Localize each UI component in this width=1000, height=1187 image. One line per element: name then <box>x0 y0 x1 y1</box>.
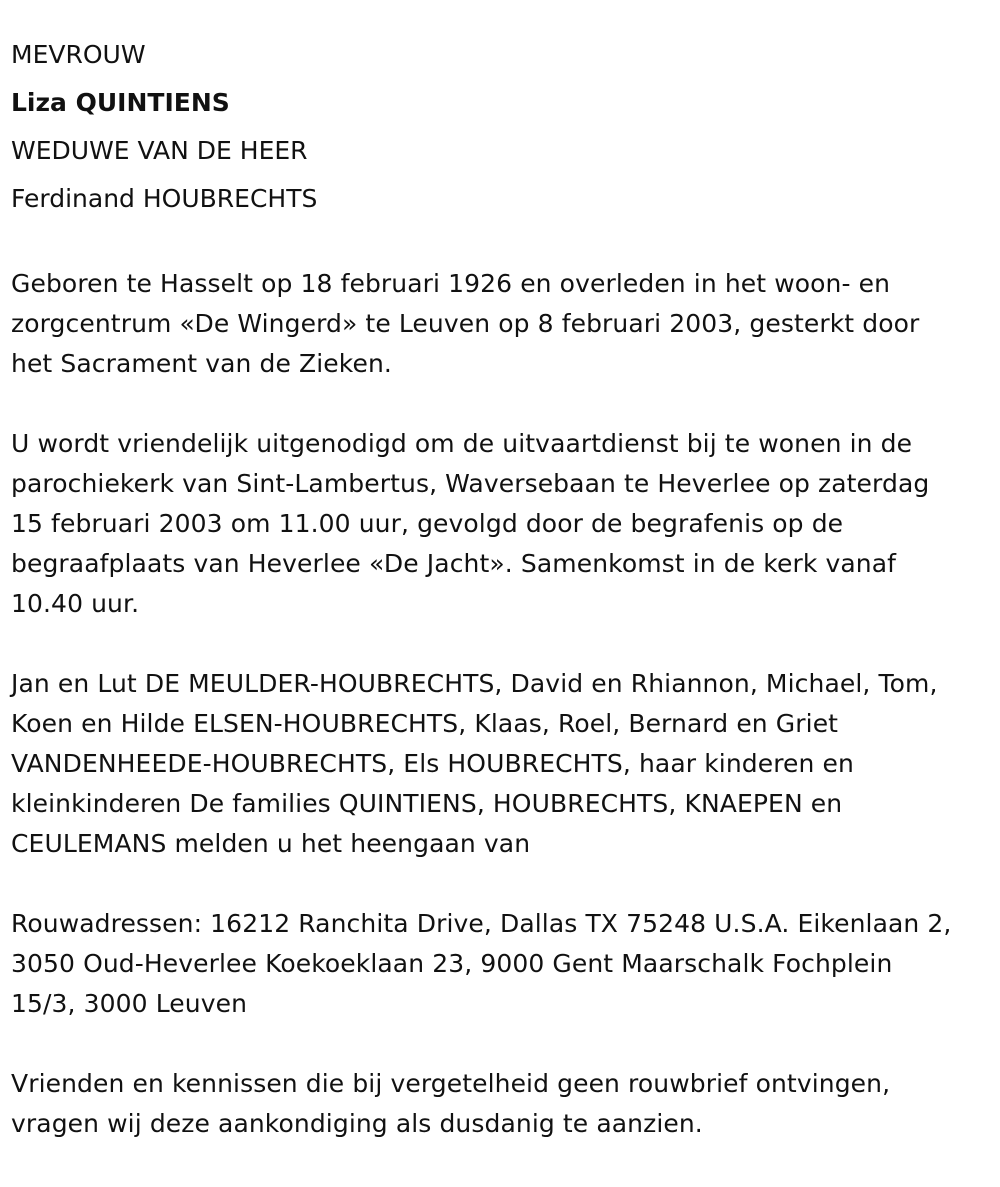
obituary-page <box>0 31 1000 1187</box>
relation-line: WEDUWE VAN DE HEER <box>11 136 308 165</box>
paragraph-line: begraafplaats van Heverlee «De Jacht». Samenkomst in de kerk vanaf <box>11 549 897 578</box>
paragraph-line: kleinkinderen De families QUINTIENS, HOUBRECHTS, KNAEPEN en <box>11 789 843 818</box>
paragraph-line: Rouwadressen: 16212 Ranchita Drive, Dallas TX 75248 U.S.A. Eikenlaan 2, <box>11 909 952 938</box>
paragraph-line: het Sacrament van de Zieken. <box>11 349 392 378</box>
paragraph-line: CEULEMANS melden u het heengaan van <box>11 829 531 858</box>
invitation-paragraph <box>11 424 990 624</box>
closing-paragraph <box>11 1064 990 1144</box>
paragraph-line: Geboren te Hasselt op 18 februari 1926 en overleden in het woon- en <box>11 269 891 298</box>
deceased-name: Liza QUINTIENS <box>11 88 230 117</box>
paragraph-line: U wordt vriendelijk uitgenodigd om de uitvaartdienst bij te wonen in de <box>11 429 913 458</box>
paragraph-line: Jan en Lut DE MEULDER-HOUBRECHTS, David en Rhiannon, Michael, Tom, <box>11 669 938 698</box>
family-paragraph <box>11 664 990 864</box>
paragraph-line: VANDENHEEDE-HOUBRECHTS, Els HOUBRECHTS, haar kinderen en <box>11 749 854 778</box>
paragraph-line: vragen wij deze aankondiging als dusdanig te aanzien. <box>11 1109 703 1138</box>
paragraph-line: 10.40 uur. <box>11 589 140 618</box>
paragraph-line: 3050 Oud-Heverlee Koekoeklaan 23, 9000 Gent Maarschalk Fochplein <box>11 949 893 978</box>
paragraph-line: parochiekerk van Sint-Lambertus, Waversebaan te Heverlee op zaterdag <box>11 469 930 498</box>
paragraph-line: Vrienden en kennissen die bij vergetelheid geen rouwbrief ontvingen, <box>11 1069 891 1098</box>
paragraph-line: zorgcentrum «De Wingerd» te Leuven op 8 februari 2003, gesterkt door <box>11 309 920 338</box>
spouse-name: Ferdinand HOUBRECHTS <box>11 184 318 213</box>
paragraph-line: 15/3, 3000 Leuven <box>11 989 248 1018</box>
title-prefix: MEVROUW <box>11 40 146 69</box>
paragraph-line: Koen en Hilde ELSEN-HOUBRECHTS, Klaas, Roel, Bernard en Griet <box>11 709 839 738</box>
paragraph-line: 15 februari 2003 om 11.00 uur, gevolgd door de begrafenis op de <box>11 509 844 538</box>
addresses-paragraph <box>11 904 990 1024</box>
birth-death-paragraph <box>11 264 990 384</box>
